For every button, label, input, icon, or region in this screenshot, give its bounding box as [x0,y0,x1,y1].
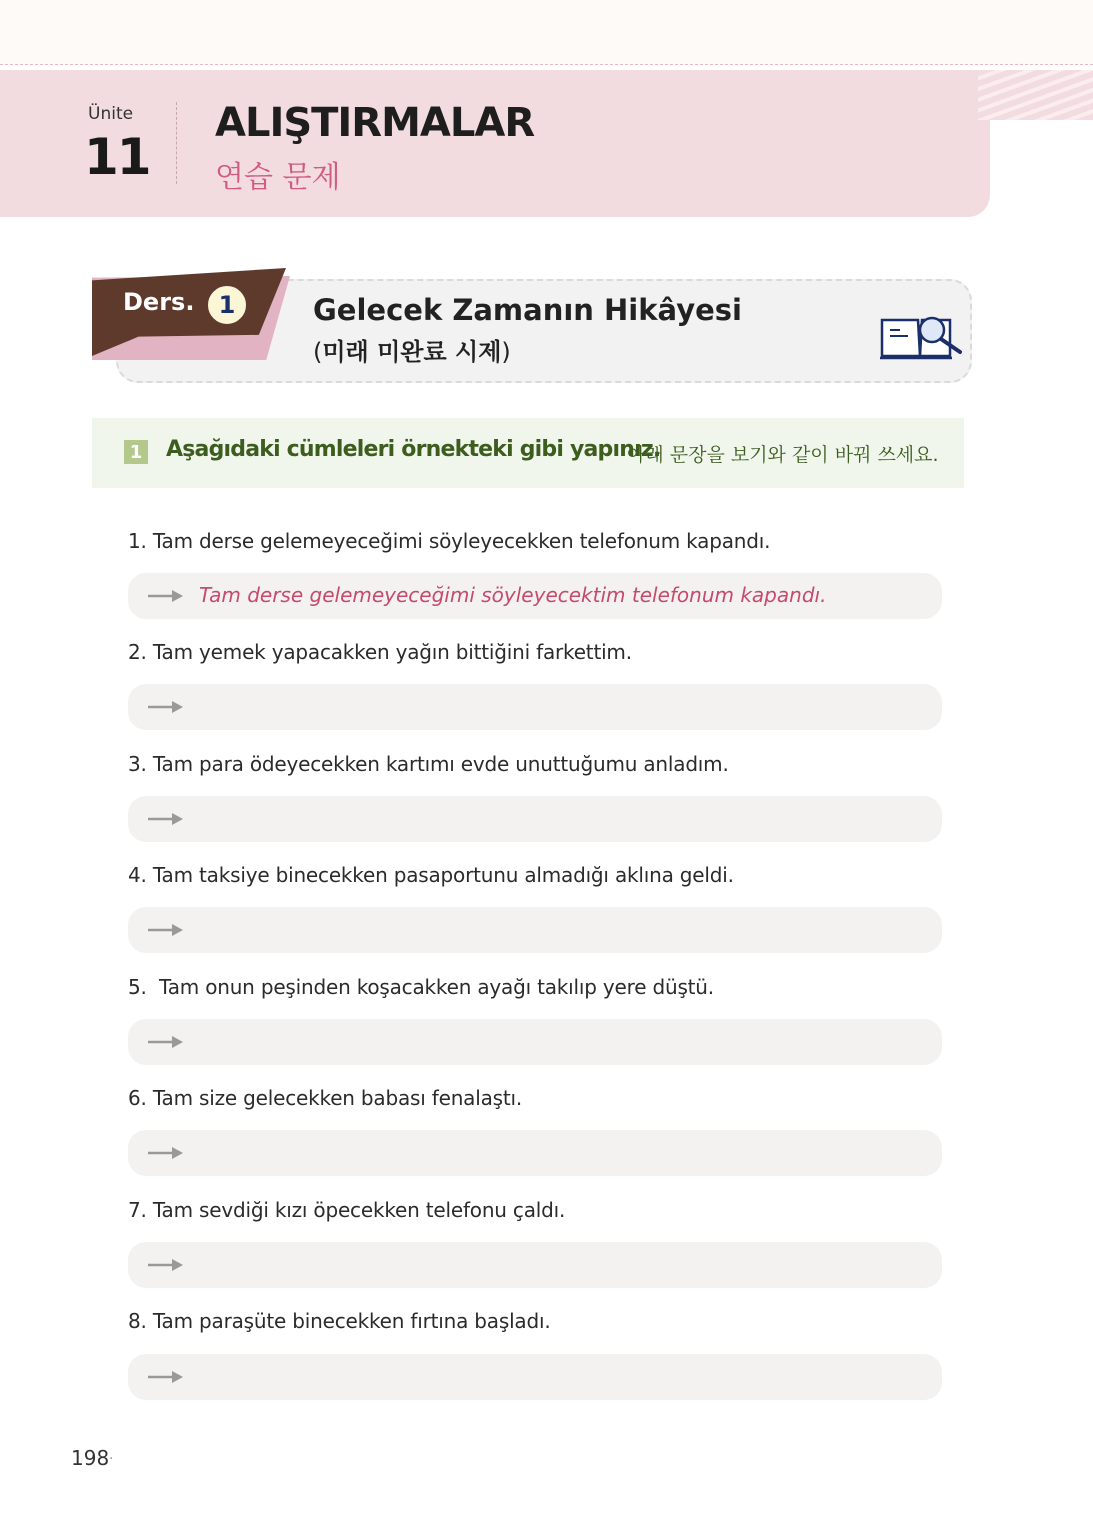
lesson-subtitle-open: ( [313,338,323,366]
exercise-prompt-8: 8. Tam paraşüte binecekken fırtına başladı. [128,1309,551,1333]
answer-field-7[interactable] [128,1242,942,1288]
book-magnifier-icon [878,314,964,362]
unit-number: 11 [84,128,150,186]
lesson-subtitle [313,332,511,367]
exercise-prompt-1: 1. Tam derse gelemeyeceğimi söyleyecekken telefonum kapandı. [128,529,771,553]
lesson-subtitle-korean: 미래 미완료 시제 [322,338,502,366]
answer-field-5[interactable] [128,1019,942,1065]
exercise-prompt-2: 2. Tam yemek yapacakken yağın bittiğini farkettim. [128,640,632,664]
answer-field-1[interactable] [128,573,942,619]
answer-field-4[interactable] [128,907,942,953]
lesson-title: Gelecek Zamanın Hikâyesi [313,293,742,327]
lesson-number-badge: 1 [206,284,248,326]
answer-field-6[interactable] [128,1130,942,1176]
unit-label: Ünite [88,104,134,124]
instruction-number: 1 [124,440,148,464]
answer-field-2[interactable] [128,684,942,730]
arrow-icon [148,1035,184,1049]
arrow-icon [148,1146,184,1160]
lesson-subtitle-close: ) [501,338,511,366]
exercise-prompt-7: 7. Tam sevdiği kızı öpecekken telefonu çaldı. [128,1198,566,1222]
exercise-prompt-3: 3. Tam para ödeyecekken kartımı evde unuttuğumu anladım. [128,752,729,776]
answer-text-1: Tam derse gelemeyeceğimi söyleyecektim telefonum kapandı. [199,583,827,607]
exercise-prompt-6: 6. Tam size gelecekken babası fenalaştı. [128,1086,523,1110]
instruction-text-turkish: Aşağıdaki cümleleri örnekteki gibi yapınız. [166,437,661,462]
page-number: 198 [71,1446,110,1470]
top-strip [0,0,1093,65]
unit-header-decoration [978,70,1093,120]
instruction-text-korean: 아래 문장을 보기와 같이 바꿔 쓰세요. [627,444,939,466]
exercise-prompt-5: 5. Tam onun peşinden koşacakken ayağı takılıp yere düştü. [128,975,714,999]
page-subtitle: 연습 문제 [215,160,341,195]
arrow-icon [148,700,184,714]
arrow-icon [148,589,184,603]
page-number-dot: · [109,1451,114,1467]
arrow-icon [148,812,184,826]
lesson-label: Ders. [123,288,195,316]
unit-divider [176,102,177,184]
answer-field-8[interactable] [128,1354,942,1400]
answer-field-3[interactable] [128,796,942,842]
arrow-icon [148,1258,184,1272]
exercise-prompt-4: 4. Tam taksiye binecekken pasaportunu almadığı aklına geldi. [128,863,734,887]
arrow-icon [148,1370,184,1384]
page-title: ALIŞTIRMALAR [215,100,535,146]
arrow-icon [148,923,184,937]
